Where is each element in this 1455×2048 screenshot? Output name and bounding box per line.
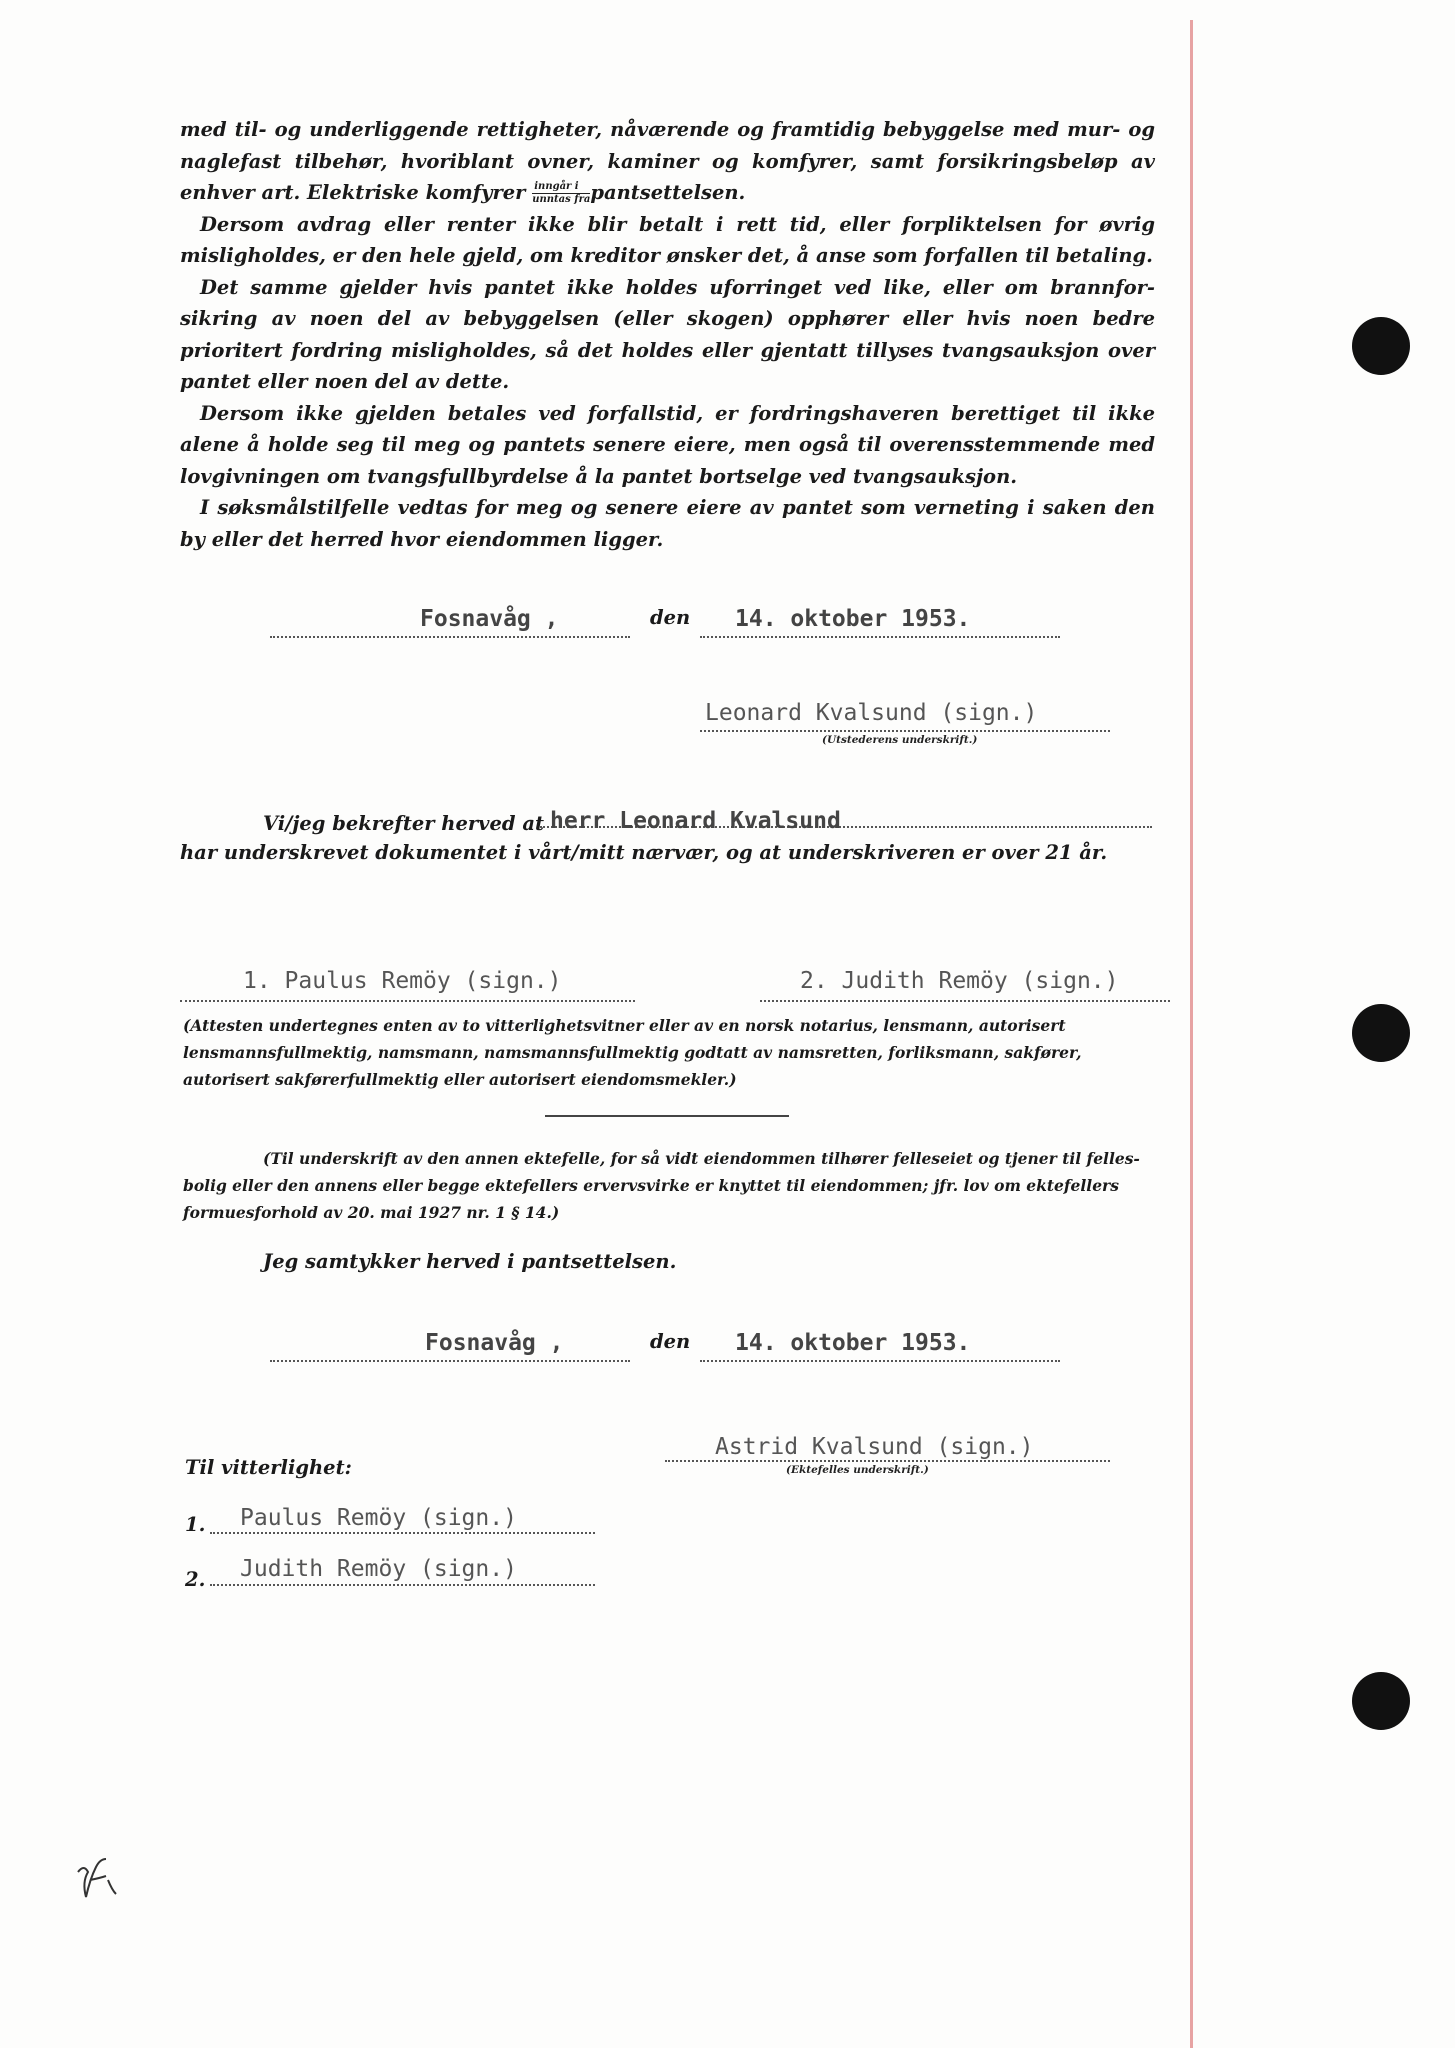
confirm-name: herr Leonard Kvalsund [550, 808, 841, 834]
witness-label: Til vitterlighet: [185, 1456, 352, 1479]
date-line [700, 1360, 1060, 1362]
witness-num-2: 2. [185, 1568, 206, 1591]
date-line [700, 636, 1060, 638]
witness-num-1: 1. [185, 1513, 206, 1536]
confirm-text: har underskrevet dokumentet i vårt/mitt nærvær, og at underskriveren er over 21 år. [180, 841, 1108, 864]
punch-hole [1352, 317, 1410, 375]
paragraph-3: Det samme gjelder hvis pantet ikke holdes uforringet ved like, eller om brannforsikring av noen del av bebyggelsen (eller skogen) opphører eller hvis noen bedre prioritert fordring misligholdes, så det holdes eller gjentatt tillyses tvangsauksjon over pantet eller noen del av dette. [180, 275, 1155, 393]
attest-note: (Attesten undertegnes enten av to vitterlighetsvitner eller av en norsk notarius, lensmann, autorisert lensmannsfullmektig, namsmann, namsmannsfullmektig godtatt av namsretten, forliksmann, sakfører, autorisert sakførerfullmektig eller autorisert eiendomsmekler.) [183, 1016, 1082, 1089]
consent: Jeg samtykker herved i pantsettelsen. [263, 1250, 677, 1273]
witness-sign-line-1 [210, 1532, 595, 1534]
place-line [270, 636, 630, 638]
witness-sign-line-2 [210, 1584, 595, 1586]
witness-1: 1. Paulus Remöy (sign.) [243, 968, 562, 994]
mortgage-terms [180, 114, 1155, 555]
spouse-note: (Til underskrift av den annen ektefelle, for så vidt eiendommen tilhører felleseiet og tjener til fellesbolig eller den annens eller begge ektefellers ervervsvirke er knyttet til eiendommen; jfr. lov om ektefellers formuesforhold av 20. mai 1927 nr. 1 § 14.) [183, 1149, 1140, 1222]
punch-hole [1352, 1672, 1410, 1730]
confirm-label: Vi/jeg bekrefter herved at [263, 812, 544, 835]
witness-sig-2: Judith Remöy (sign.) [240, 1556, 517, 1582]
punch-hole [1352, 1004, 1410, 1062]
signature-line [665, 1460, 1110, 1462]
den-1: den [650, 606, 691, 629]
witness-sig-1: Paulus Remöy (sign.) [240, 1505, 517, 1531]
place-line [270, 1360, 630, 1362]
place-2: Fosnavåg , [425, 1330, 564, 1356]
paragraph-1: med til- og underliggende rettigheter, nåværende og framtidig bebyggelse med mur- og naglefast tilbehør, hvoriblant ovner, kaminer og komfyrer, samt forsikringsbeløp av enhver art. Elektriske komfyrer $\frac{\text{inngår i}}{\text{unntas fra}}$ pantsettelsen. [180, 118, 1155, 205]
witness-line-1 [180, 1000, 635, 1002]
date-2: 14. oktober 1953. [735, 1330, 971, 1356]
separator [545, 1115, 789, 1117]
paragraph-5: I søksmålstilfelle vedtas for meg og senere eiere av pantet som verneting i saken den by eller det herred hvor eiendommen ligger. [180, 496, 1155, 551]
witness-2: 2. Judith Remöy (sign.) [800, 968, 1119, 994]
date-1: 14. oktober 1953. [735, 606, 971, 632]
handwritten-initials [70, 1850, 130, 1910]
paragraph-2: Dersom avdrag eller renter ikke blir betalt i rett tid, eller forpliktelsen for øvrig misligholdes, er den hele gjeld, om kreditor ønsker det, å anse som forfallen til betaling. [180, 212, 1155, 267]
place-1: Fosnavåg , [420, 606, 559, 632]
witness-line-2 [760, 1000, 1170, 1002]
paragraph-4: Dersom ikke gjelden betales ved forfallstid, er fordringshaveren berettiget til ikke alene å holde seg til meg og pantets senere eiere, men også til overensstemmende med lovgivningen om tvangsfullbyrdelse å la pantet bortselge ved tvangsauksjon. [180, 401, 1155, 488]
fraction: $\frac{\text{inngår i}}{\text{unntas fra}}$ [532, 181, 591, 205]
spouse-signature: Astrid Kvalsund (sign.) [715, 1434, 1034, 1460]
red-margin-line [1190, 20, 1193, 2048]
issuer-signature: Leonard Kvalsund (sign.) [705, 700, 1038, 726]
signature-line [700, 730, 1110, 732]
issuer-caption: (Utstederens underskrift.) [822, 734, 978, 746]
den-2: den [650, 1330, 691, 1353]
spouse-caption: (Ektefelles underskrift.) [786, 1464, 929, 1476]
